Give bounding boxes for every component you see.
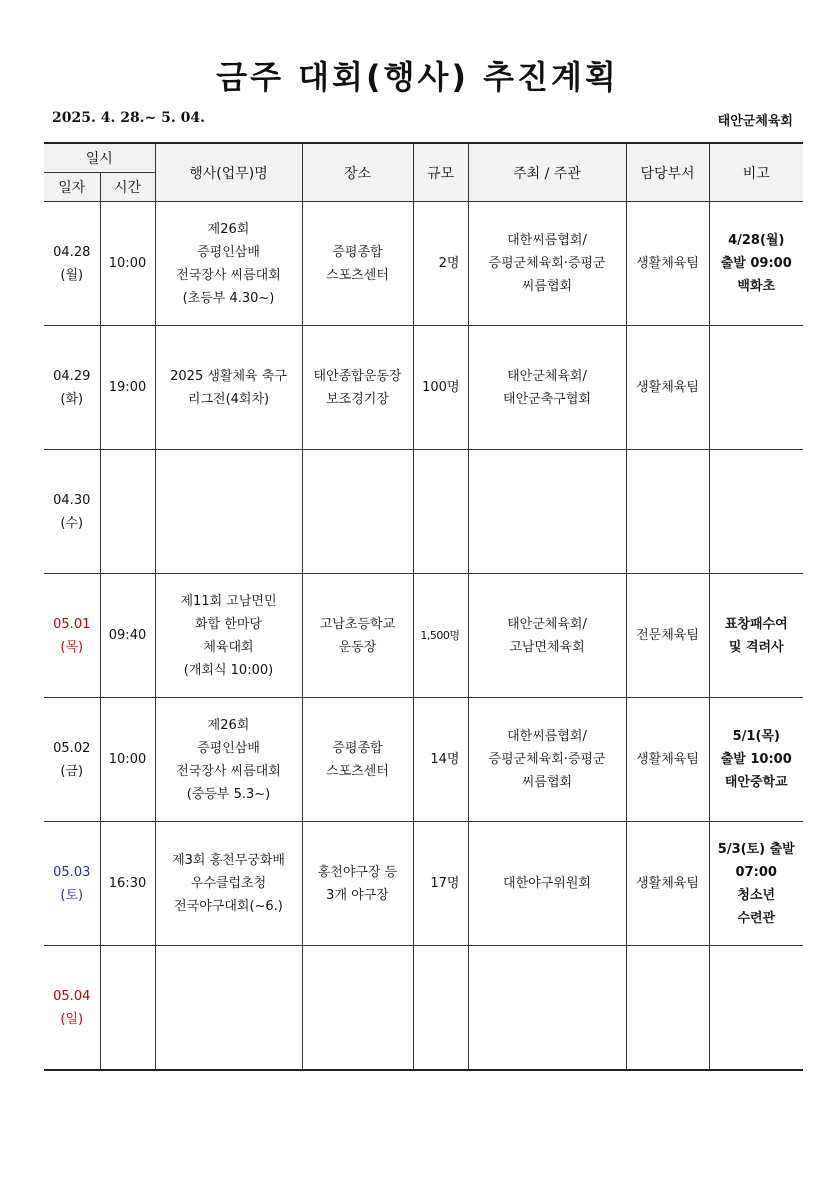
note-cell bbox=[709, 450, 803, 574]
place-line: 3개 야구장 bbox=[326, 887, 389, 903]
note-cell bbox=[709, 698, 803, 822]
date-range: 2025. 4. 28.~ 5. 04. bbox=[52, 110, 206, 126]
host-line: 태안군체육회/ bbox=[507, 616, 587, 632]
note-cell bbox=[709, 822, 803, 946]
event-name-cell bbox=[155, 822, 302, 946]
note-line: 태안중학교 bbox=[724, 775, 788, 790]
date-cell bbox=[44, 202, 100, 326]
header-note: 비고 bbox=[709, 143, 803, 202]
note-cell bbox=[709, 326, 803, 450]
weekday-text: (목) bbox=[60, 639, 84, 655]
host-line: 태안군체육회/ bbox=[507, 368, 587, 384]
scale-cell bbox=[413, 450, 468, 574]
name-line: (개회식 10:00) bbox=[183, 662, 274, 678]
header-time: 시간 bbox=[100, 173, 155, 202]
place-cell bbox=[302, 698, 413, 822]
note-cell bbox=[709, 202, 803, 326]
table-row bbox=[44, 450, 803, 574]
host-line: 고남면체육회 bbox=[509, 639, 585, 655]
host-line: 대한야구위원회 bbox=[503, 876, 591, 891]
weekday-text: (수) bbox=[60, 515, 84, 531]
time-cell bbox=[100, 946, 155, 1071]
event-name-cell bbox=[155, 698, 302, 822]
header-date: 일자 bbox=[44, 173, 100, 202]
name-line: (중등부 5.3~) bbox=[186, 786, 271, 802]
host-line: 증평군체육회·증평군 bbox=[488, 752, 606, 767]
table-row bbox=[44, 822, 803, 946]
place-line: 스포츠센터 bbox=[326, 763, 389, 779]
header-place: 장소 bbox=[302, 143, 413, 202]
scale-cell: 100명 bbox=[413, 326, 468, 450]
table-row bbox=[44, 326, 803, 450]
note-line: 수련관 bbox=[737, 910, 776, 926]
time-cell: 19:00 bbox=[100, 326, 155, 450]
date-text: 05.03 bbox=[53, 864, 91, 880]
name-line: 제26회 bbox=[207, 717, 250, 733]
place-line: 홍천야구장 등 bbox=[317, 864, 398, 880]
place-line: 증평종합 bbox=[332, 244, 383, 260]
host-line: 씨름협회 bbox=[521, 279, 573, 294]
place-line: 보조경기장 bbox=[326, 391, 389, 407]
host-cell bbox=[468, 574, 626, 698]
weekday-text: (토) bbox=[60, 887, 84, 903]
page-title: 금주 대회(행사) 추진계획 bbox=[216, 58, 619, 96]
schedule-body bbox=[44, 202, 803, 1071]
name-line: 전국장사 씨름대회 bbox=[176, 763, 281, 779]
name-line: 전국야구대회(~6.) bbox=[174, 899, 283, 914]
event-name-cell bbox=[155, 450, 302, 574]
name-line: 증평인삼배 bbox=[197, 244, 260, 260]
date-cell bbox=[44, 574, 100, 698]
date-text: 04.28 bbox=[53, 244, 91, 260]
table-row bbox=[44, 202, 803, 326]
dept-cell bbox=[626, 450, 709, 574]
note-line: 출발 09:00 bbox=[720, 256, 792, 271]
table-row bbox=[44, 574, 803, 698]
host-cell bbox=[468, 450, 626, 574]
date-text: 04.30 bbox=[53, 492, 91, 508]
note-line: 5/1(목) bbox=[732, 729, 780, 744]
scale-cell: 1,500명 bbox=[413, 574, 468, 698]
host-cell bbox=[468, 326, 626, 450]
date-cell bbox=[44, 822, 100, 946]
scale-cell: 17명 bbox=[413, 822, 468, 946]
header-scale: 규모 bbox=[413, 143, 468, 202]
place-line: 고남초등학교 bbox=[319, 616, 396, 632]
place-cell bbox=[302, 822, 413, 946]
place-cell bbox=[302, 326, 413, 450]
host-line: 대한씨름협회/ bbox=[507, 729, 587, 744]
time-cell: 09:40 bbox=[100, 574, 155, 698]
scale-cell: 2명 bbox=[413, 202, 468, 326]
name-line: 제26회 bbox=[207, 221, 250, 237]
date-cell bbox=[44, 946, 100, 1071]
time-cell: 10:00 bbox=[100, 698, 155, 822]
note-line: 출발 10:00 bbox=[720, 752, 792, 767]
table-row bbox=[44, 698, 803, 822]
weekday-text: (월) bbox=[60, 267, 84, 283]
date-text: 05.02 bbox=[53, 740, 91, 756]
host-line: 증평군체육회·증평군 bbox=[488, 256, 606, 271]
name-line: 전국장사 씨름대회 bbox=[176, 267, 281, 283]
weekday-text: (일) bbox=[60, 1011, 84, 1027]
name-line: 제3회 홍천무궁화배 bbox=[172, 853, 285, 868]
place-cell bbox=[302, 574, 413, 698]
time-cell bbox=[100, 450, 155, 574]
table-row bbox=[44, 946, 803, 1071]
date-text: 05.01 bbox=[53, 616, 91, 632]
host-cell bbox=[468, 822, 626, 946]
time-cell: 16:30 bbox=[100, 822, 155, 946]
note-line: 표창패수여 bbox=[724, 616, 788, 632]
note-line: 청소년 bbox=[737, 887, 776, 903]
dept-cell: 생활체육팀 bbox=[626, 326, 709, 450]
place-line: 태안종합운동장 bbox=[313, 368, 402, 384]
date-text: 04.29 bbox=[53, 368, 91, 384]
date-text: 05.04 bbox=[53, 988, 91, 1004]
name-line: (초등부 4.30~) bbox=[182, 290, 275, 306]
note-line: 백화초 bbox=[737, 279, 776, 294]
name-line: 2025 생활체육 축구 bbox=[170, 368, 287, 384]
place-cell bbox=[302, 450, 413, 574]
header-dept: 담당부서 bbox=[626, 143, 709, 202]
note-cell bbox=[709, 946, 803, 1071]
place-line: 운동장 bbox=[338, 639, 377, 655]
note-line: 4/28(월) bbox=[728, 233, 785, 248]
header-event-name: 행사(업무)명 bbox=[155, 143, 302, 202]
host-cell bbox=[468, 698, 626, 822]
name-line: 리그전(4회차) bbox=[187, 391, 270, 407]
time-cell: 10:00 bbox=[100, 202, 155, 326]
place-cell bbox=[302, 946, 413, 1071]
host-line: 태안군축구협회 bbox=[503, 391, 591, 407]
event-name-cell bbox=[155, 202, 302, 326]
event-name-cell bbox=[155, 946, 302, 1071]
dept-cell: 생활체육팀 bbox=[626, 698, 709, 822]
note-line: 5/3(토) 출발 bbox=[717, 841, 795, 857]
place-line: 증평종합 bbox=[332, 740, 383, 756]
note-cell bbox=[709, 574, 803, 698]
dept-cell: 생활체육팀 bbox=[626, 822, 709, 946]
note-line: 및 격려사 bbox=[728, 639, 784, 655]
name-line: 체육대회 bbox=[203, 639, 254, 655]
place-cell bbox=[302, 202, 413, 326]
note-line: 07:00 bbox=[735, 864, 777, 880]
scale-cell: 14명 bbox=[413, 698, 468, 822]
host-cell bbox=[468, 946, 626, 1071]
date-cell bbox=[44, 450, 100, 574]
dept-cell: 생활체육팀 bbox=[626, 202, 709, 326]
schedule-table bbox=[44, 142, 803, 1071]
place-line: 스포츠센터 bbox=[326, 267, 389, 283]
host-line: 대한씨름협회/ bbox=[507, 233, 587, 248]
date-cell bbox=[44, 698, 100, 822]
host-line: 씨름협회 bbox=[521, 775, 573, 790]
name-line: 제11회 고남면민 bbox=[180, 593, 277, 609]
dept-cell: 전문체육팀 bbox=[626, 574, 709, 698]
host-cell bbox=[468, 202, 626, 326]
name-line: 화합 한마당 bbox=[195, 616, 262, 632]
name-line: 우수클럽초청 bbox=[190, 876, 267, 891]
event-name-cell bbox=[155, 574, 302, 698]
date-cell bbox=[44, 326, 100, 450]
scale-cell bbox=[413, 946, 468, 1071]
weekday-text: (금) bbox=[60, 763, 84, 779]
event-name-cell bbox=[155, 326, 302, 450]
organization-name: 태안군체육회 bbox=[717, 114, 793, 129]
weekday-text: (화) bbox=[60, 391, 84, 407]
header-ilsi: 일시 bbox=[44, 143, 155, 173]
header-host: 주최 / 주관 bbox=[468, 143, 626, 202]
name-line: 증평인삼배 bbox=[197, 740, 260, 756]
dept-cell bbox=[626, 946, 709, 1071]
